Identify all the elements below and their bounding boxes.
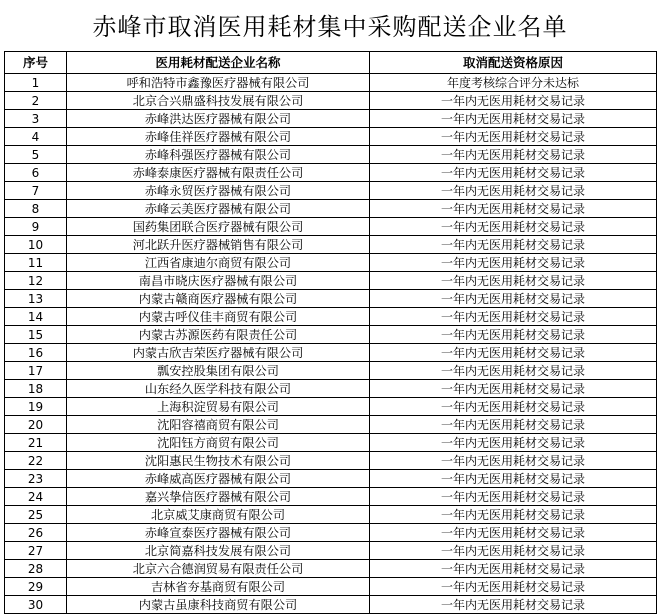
row-number-cell: 27 <box>5 542 67 560</box>
company-name-cell: 赤峰佳祥医疗器械有限公司 <box>67 128 370 146</box>
reason-cell: 一年内无医用耗材交易记录 <box>370 488 657 506</box>
company-name-cell: 北京合兴鼎盛科技发展有限公司 <box>67 92 370 110</box>
row-number-cell: 11 <box>5 254 67 272</box>
row-number-cell: 29 <box>5 578 67 596</box>
table-row <box>5 146 657 164</box>
reason-cell: 一年内无医用耗材交易记录 <box>370 290 657 308</box>
reason-cell: 一年内无医用耗材交易记录 <box>370 92 657 110</box>
row-number-cell: 22 <box>5 452 67 470</box>
row-number-cell: 23 <box>5 470 67 488</box>
reason-cell: 一年内无医用耗材交易记录 <box>370 506 657 524</box>
header-number: 序号 <box>5 52 67 74</box>
table-row <box>5 344 657 362</box>
table-row <box>5 542 657 560</box>
reason-cell: 一年内无医用耗材交易记录 <box>370 236 657 254</box>
company-name-cell: 嘉兴挚信医疗器械有限公司 <box>67 488 370 506</box>
table-row <box>5 200 657 218</box>
reason-cell: 一年内无医用耗材交易记录 <box>370 146 657 164</box>
reason-cell: 一年内无医用耗材交易记录 <box>370 164 657 182</box>
company-name-cell: 北京简嘉科技发展有限公司 <box>67 542 370 560</box>
reason-cell: 一年内无医用耗材交易记录 <box>370 560 657 578</box>
reason-cell: 一年内无医用耗材交易记录 <box>370 308 657 326</box>
row-number-cell: 15 <box>5 326 67 344</box>
company-name-cell: 山东经久医学科技有限公司 <box>67 380 370 398</box>
reason-cell: 一年内无医用耗材交易记录 <box>370 524 657 542</box>
company-name-cell: 赤峰云美医疗器械有限公司 <box>67 200 370 218</box>
table-row <box>5 596 657 614</box>
row-number-cell: 12 <box>5 272 67 290</box>
table-row <box>5 452 657 470</box>
table-row <box>5 128 657 146</box>
reason-cell: 一年内无医用耗材交易记录 <box>370 578 657 596</box>
row-number-cell: 20 <box>5 416 67 434</box>
reason-cell: 年度考核综合评分未达标 <box>370 74 657 92</box>
table-body <box>5 74 657 614</box>
header-company: 医用耗材配送企业名称 <box>67 52 370 74</box>
reason-cell: 一年内无医用耗材交易记录 <box>370 200 657 218</box>
reason-cell: 一年内无医用耗材交易记录 <box>370 596 657 614</box>
company-name-cell: 沈阳钰方商贸有限公司 <box>67 434 370 452</box>
row-number-cell: 1 <box>5 74 67 92</box>
row-number-cell: 6 <box>5 164 67 182</box>
table-row <box>5 380 657 398</box>
table-row <box>5 326 657 344</box>
row-number-cell: 19 <box>5 398 67 416</box>
company-name-cell: 赤峰科强医疗器械有限公司 <box>67 146 370 164</box>
row-number-cell: 3 <box>5 110 67 128</box>
reason-cell: 一年内无医用耗材交易记录 <box>370 542 657 560</box>
company-name-cell: 北京威艾康商贸有限公司 <box>67 506 370 524</box>
company-name-cell: 内蒙古虽康科技商贸有限公司 <box>67 596 370 614</box>
reason-cell: 一年内无医用耗材交易记录 <box>370 218 657 236</box>
row-number-cell: 13 <box>5 290 67 308</box>
reason-cell: 一年内无医用耗材交易记录 <box>370 110 657 128</box>
company-name-cell: 南昌市晓庆医疗器械有限公司 <box>67 272 370 290</box>
reason-cell: 一年内无医用耗材交易记录 <box>370 452 657 470</box>
reason-cell: 一年内无医用耗材交易记录 <box>370 434 657 452</box>
document-title: 赤峰市取消医用耗材集中采购配送企业名单 <box>92 12 568 41</box>
row-number-cell: 5 <box>5 146 67 164</box>
row-number-cell: 16 <box>5 344 67 362</box>
reason-cell: 一年内无医用耗材交易记录 <box>370 326 657 344</box>
row-number-cell: 8 <box>5 200 67 218</box>
table-row <box>5 362 657 380</box>
row-number-cell: 9 <box>5 218 67 236</box>
company-name-cell: 赤峰泰康医疗器械有限责任公司 <box>67 164 370 182</box>
company-name-cell: 北京六合德润贸易有限责任公司 <box>67 560 370 578</box>
company-name-cell: 内蒙古赣商医疗器械有限公司 <box>67 290 370 308</box>
company-name-cell: 赤峰洪达医疗器械有限公司 <box>67 110 370 128</box>
company-name-cell: 吉林省夯基商贸有限公司 <box>67 578 370 596</box>
table-row <box>5 308 657 326</box>
company-name-cell: 江西省康迪尔商贸有限公司 <box>67 254 370 272</box>
row-number-cell: 2 <box>5 92 67 110</box>
reason-cell: 一年内无医用耗材交易记录 <box>370 398 657 416</box>
table-row <box>5 506 657 524</box>
table-row <box>5 74 657 92</box>
row-number-cell: 26 <box>5 524 67 542</box>
reason-cell: 一年内无医用耗材交易记录 <box>370 344 657 362</box>
table-row <box>5 578 657 596</box>
company-name-cell: 瓢安控股集团有限公司 <box>67 362 370 380</box>
row-number-cell: 7 <box>5 182 67 200</box>
company-name-cell: 赤峰宣泰医疗器械有限公司 <box>67 524 370 542</box>
table-row <box>5 488 657 506</box>
reason-cell: 一年内无医用耗材交易记录 <box>370 416 657 434</box>
reason-cell: 一年内无医用耗材交易记录 <box>370 380 657 398</box>
reason-cell: 一年内无医用耗材交易记录 <box>370 182 657 200</box>
header-reason: 取消配送资格原因 <box>370 52 657 74</box>
table-row <box>5 434 657 452</box>
table-row <box>5 164 657 182</box>
company-name-cell: 赤峰永贸医疗器械有限公司 <box>67 182 370 200</box>
table-row <box>5 524 657 542</box>
table-row <box>5 92 657 110</box>
row-number-cell: 10 <box>5 236 67 254</box>
company-name-cell: 呼和浩特市鑫豫医疗器械有限公司 <box>67 74 370 92</box>
row-number-cell: 25 <box>5 506 67 524</box>
row-number-cell: 17 <box>5 362 67 380</box>
reason-cell: 一年内无医用耗材交易记录 <box>370 254 657 272</box>
table-row <box>5 560 657 578</box>
table-row <box>5 254 657 272</box>
reason-cell: 一年内无医用耗材交易记录 <box>370 272 657 290</box>
table-row <box>5 218 657 236</box>
company-name-cell: 沈阳惠民生物技术有限公司 <box>67 452 370 470</box>
reason-cell: 一年内无医用耗材交易记录 <box>370 362 657 380</box>
table-row <box>5 272 657 290</box>
company-name-cell: 河北跃升医疗器械销售有限公司 <box>67 236 370 254</box>
company-name-cell: 国药集团联合医疗器械有限公司 <box>67 218 370 236</box>
row-number-cell: 28 <box>5 560 67 578</box>
row-number-cell: 4 <box>5 128 67 146</box>
company-name-cell: 内蒙古呼仪佳丰商贸有限公司 <box>67 308 370 326</box>
row-number-cell: 21 <box>5 434 67 452</box>
row-number-cell: 14 <box>5 308 67 326</box>
company-name-cell: 赤峰威高医疗器械有限公司 <box>67 470 370 488</box>
table-row <box>5 182 657 200</box>
table-row <box>5 290 657 308</box>
table-row <box>5 398 657 416</box>
row-number-cell: 30 <box>5 596 67 614</box>
company-name-cell: 内蒙古欣吉荣医疗器械有限公司 <box>67 344 370 362</box>
row-number-cell: 18 <box>5 380 67 398</box>
reason-cell: 一年内无医用耗材交易记录 <box>370 128 657 146</box>
table-row <box>5 416 657 434</box>
company-table <box>4 51 657 614</box>
company-name-cell: 沈阳容禧商贸有限公司 <box>67 416 370 434</box>
table-row <box>5 110 657 128</box>
reason-cell: 一年内无医用耗材交易记录 <box>370 470 657 488</box>
table-row <box>5 470 657 488</box>
company-name-cell: 上海积淀贸易有限公司 <box>67 398 370 416</box>
company-name-cell: 内蒙古苏源医药有限责任公司 <box>67 326 370 344</box>
table-header-row <box>5 52 657 74</box>
table-row <box>5 236 657 254</box>
row-number-cell: 24 <box>5 488 67 506</box>
